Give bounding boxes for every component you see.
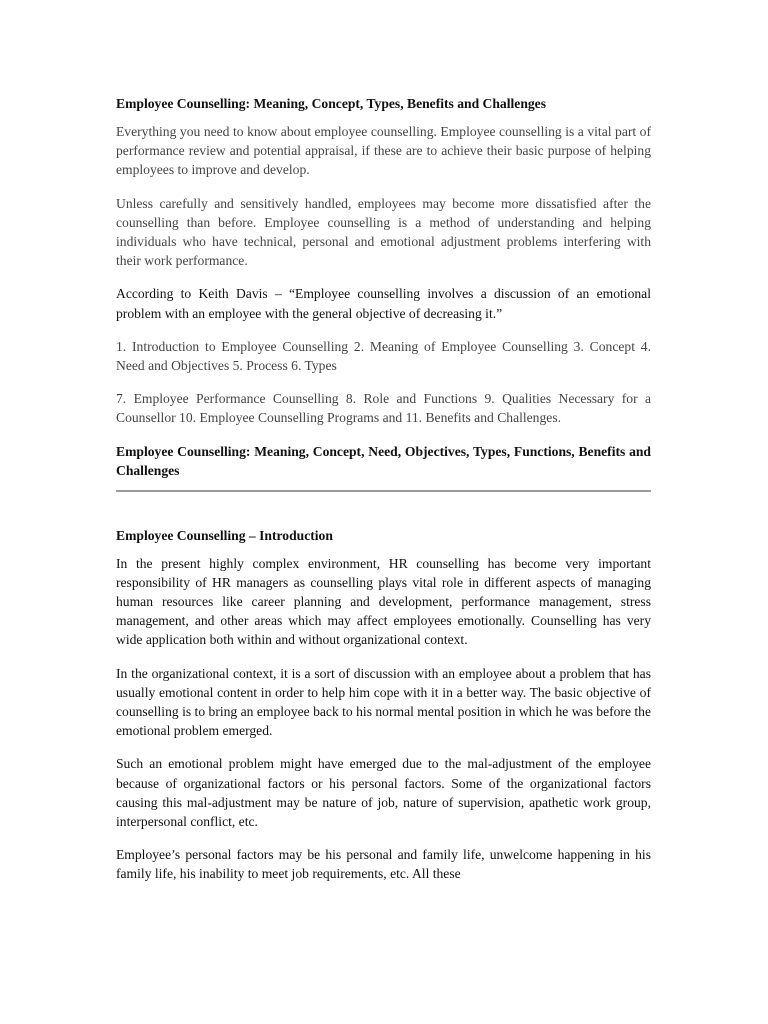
section-paragraph: In the organizational context, it is a sort of discussion with an employee about a problem that has usually emotional content in order to help him cope with it in a better way. The basic objective of counselling is to bring an employee back to his normal mental position in which he was before the emotional problem emerged. <box>116 665 651 739</box>
intro-paragraph: Unless carefully and sensitively handled, employees may become more dissatisfied after the counselling than before. Employee counselling is a method of understanding and helping individuals who have technical, personal and emotional adjustment problems interfering with their work performance. <box>116 195 651 269</box>
section-paragraph: Employee’s personal factors may be his personal and family life, unwelcome happening in his family life, his inability to meet job requirements, etc. All these <box>116 847 651 882</box>
contents-list: 7. Employee Performance Counselling 8. Role and Functions 9. Qualities Necessary for a Counsellor 10. Employee Counselling Programs and 11. Benefits and Challenges. <box>116 391 651 426</box>
divider <box>116 490 651 492</box>
section-heading: Employee Counselling – Introduction <box>116 527 333 543</box>
section-paragraph: Such an emotional problem might have emerged due to the mal-adjustment of the employee because of organizational factors or his personal factors. Some of the organizational factors causing this mal-adjustment may be nature of job, nature of supervision, apathetic work group, interpersonal conflict, etc. <box>116 756 651 830</box>
section-paragraph: In the present highly complex environment, HR counselling has become very important responsibility of HR managers as counselling plays vital role in different aspects of managing human resources like career planning and development, performance management, stress management, and other areas which may affect employees emotionally. Counselling has very wide application both within and without organizational context. <box>116 555 651 648</box>
quote-paragraph: According to Keith Davis – “Employee counselling involves a discussion of an emotional problem with an employee with the general objective of decreasing it.” <box>116 286 651 321</box>
contents-list: 1. Introduction to Employee Counselling 2. Meaning of Employee Counselling 3. Concept 4. Need and Objectives 5. Process 6. Types <box>116 338 651 374</box>
document-page <box>116 94 651 898</box>
document-subtitle: Employee Counselling: Meaning, Concept, Need, Objectives, Types, Functions, Benefits and Challenges <box>116 443 651 478</box>
document-title: Employee Counselling: Meaning, Concept, Types, Benefits and Challenges <box>116 96 546 111</box>
intro-paragraph: Everything you need to know about employee counselling. Employee counselling is a vital part of performance review and potential appraisal, if these are to achieve their basic purpose of helping employees to improve and develop. <box>116 124 651 178</box>
